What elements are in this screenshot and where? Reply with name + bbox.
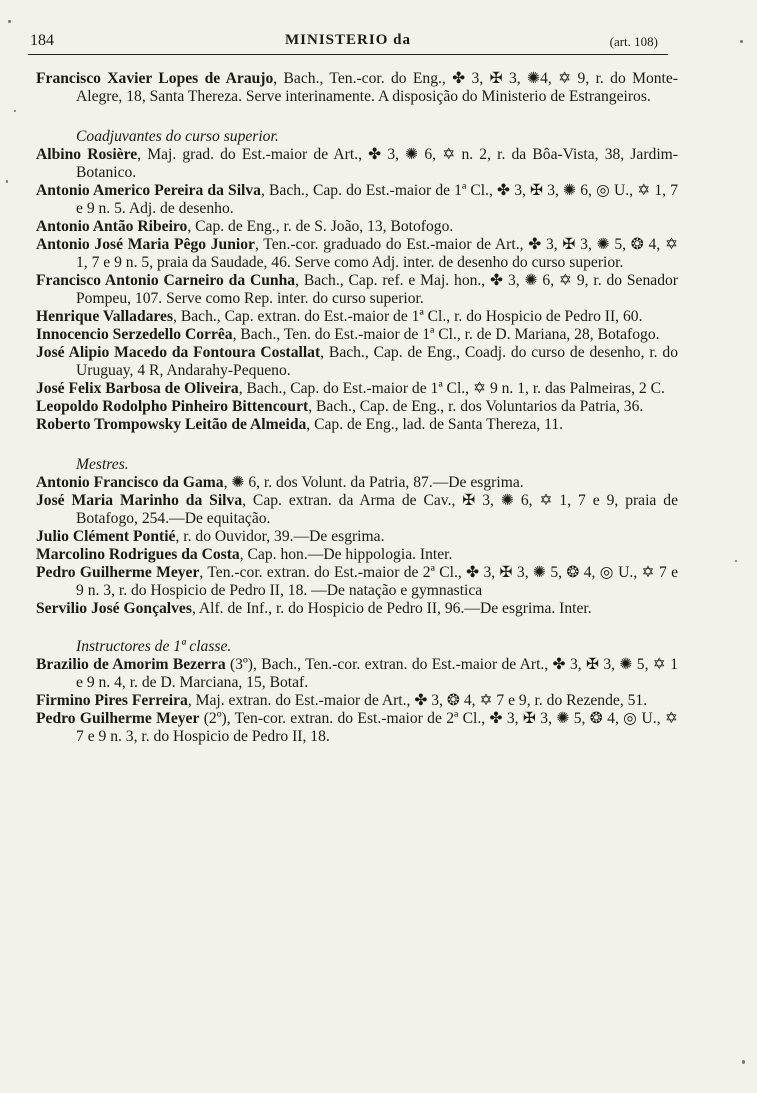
- entry-name: Antonio Francisco da Gama: [36, 474, 224, 491]
- scan-speck: [735, 560, 737, 562]
- scan-speck: [14, 110, 16, 112]
- entry-details: , Ten.-cor. graduado do Est.-maior de Art., ✤ 3, ✠ 3, ✺ 5, ❂ 4, ✡ 1, 7 e 9 n. 5, praia da Saudade, 46. Serve como Adj. inter. de desenho do curso superior.: [76, 236, 679, 271]
- directory-entry: [36, 380, 678, 398]
- page-number: 184: [30, 32, 54, 49]
- directory-entry: [36, 70, 678, 106]
- directory-entry: [36, 656, 678, 692]
- entry-name: Antonio Americo Pereira da Silva: [36, 182, 261, 199]
- entry-name: Leopoldo Rodolpho Pinheiro Bittencourt: [36, 398, 309, 415]
- directory-entry: [36, 692, 678, 710]
- entry-name: Servilio José Gonçalves: [36, 600, 192, 617]
- scan-speck: [742, 1060, 745, 1064]
- entry-details: , Bach., Cap. ref. e Maj. hon., ✤ 3, ✺ 6, ✡ 9, r. do Senador Pompeu, 107. Serve como Rep. inter. do curso superior.: [76, 272, 678, 307]
- entry-name: José Felix Barbosa de Oliveira: [36, 380, 239, 397]
- entry-details: , Ten.-cor. extran. do Est.-maior de 2ª Cl., ✤ 3, ✠ 3, ✺ 5, ❂ 4, ◎ U., ✡ 7 e 9 n. 3, r. do Hospicio de Pedro II, 18. —De natação e gymnastica: [76, 564, 679, 599]
- entry-details: , Bach., Cap. de Eng., r. dos Voluntarios da Patria, 36.: [308, 398, 644, 415]
- entry-name: José Maria Marinho da Silva: [36, 492, 243, 509]
- entry-details: , ✺ 6, r. dos Volunt. da Patria, 87.—De esgrima.: [223, 474, 524, 491]
- directory-entry: [36, 326, 678, 344]
- scan-speck: [6, 180, 8, 183]
- directory-entry: [36, 416, 678, 434]
- entry-name: Firmino Pires Ferreira: [36, 692, 188, 709]
- entry-name: Pedro Guilherme Meyer: [36, 564, 200, 581]
- entry-details: , Cap. extran. da Arma de Cav., ✠ 3, ✺ 6, ✡ 1, 7 e 9, praia de Botafogo, 254.—De equitação.: [76, 492, 678, 527]
- entry-name: Antonio José Maria Pêgo Junior: [36, 236, 255, 253]
- directory-entry: [36, 528, 678, 546]
- directory-entry: [36, 398, 678, 416]
- entry-details: , Bach., Ten. do Est.-maior de 1ª Cl., r. de D. Mariana, 28, Botafogo.: [232, 326, 660, 343]
- directory-entry: [36, 236, 678, 272]
- directory-entry: [36, 564, 678, 600]
- section-heading: Coadjuvantes do curso superior.: [76, 128, 279, 145]
- entry-name: Albino Rosière: [36, 146, 138, 163]
- directory-entry: [36, 146, 678, 182]
- entry-details: , Cap. de Eng., lad. de Santa Thereza, 11.: [306, 416, 564, 433]
- entry-details: , Bach., Cap. de Eng., Coadj. do curso de desenho, r. do Uruguay, 4 R, Andarahy-Pequeno.: [76, 344, 679, 379]
- directory-entry: [36, 308, 678, 326]
- entry-details: , Maj. extran. do Est.-maior de Art., ✤ 3, ❂ 4, ✡ 7 e 9, r. do Rezende, 51.: [187, 692, 648, 709]
- page-body: [36, 70, 678, 746]
- directory-entry: [36, 710, 678, 746]
- entry-name: Roberto Trompowsky Leitão de Almeida: [36, 416, 307, 433]
- entry-name: Innocencio Serzedello Corrêa: [36, 326, 233, 343]
- entry-details: (2º), Ten-cor. extran. do Est.-maior de 2ª Cl., ✤ 3, ✠ 3, ✺ 5, ❂ 4, ◎ U., ✡ 7 e 9 n. 3, r. do Hospicio de Pedro II, 18.: [76, 710, 678, 745]
- entry-details: , r. do Ouvidor, 39.—De esgrima.: [175, 528, 385, 545]
- entry-name: Brazilio de Amorim Bezerra: [36, 656, 226, 673]
- entry-details: , Cap. hon.—De hippologia. Inter.: [239, 546, 453, 563]
- scan-speck: [8, 20, 11, 23]
- entry-name: Francisco Antonio Carneiro da Cunha: [36, 272, 296, 289]
- entry-details: (3º), Bach., Ten.-cor. extran. do Est.-maior de Art., ✤ 3, ✠ 3, ✺ 5, ✡ 1 e 9 n. 4, r. de D. Marciana, 15, Botaf.: [76, 656, 678, 691]
- entry-details: , Maj. grad. do Est.-maior de Art., ✤ 3, ✺ 6, ✡ n. 2, r. da Bôa-Vista, 38, Jardim-Botanico.: [76, 146, 678, 181]
- directory-entry: [36, 600, 678, 618]
- entry-details: , Cap. de Eng., r. de S. João, 13, Botofogo.: [187, 218, 454, 235]
- entry-name: Pedro Guilherme Meyer: [36, 710, 200, 727]
- entry-name: Marcolino Rodrigues da Costa: [36, 546, 240, 563]
- entry-details: , Bach., Cap. do Est.-maior de 1ª Cl., ✤ 3, ✠ 3, ✺ 6, ◎ U., ✡ 1, 7 e 9 n. 5. Adj. de desenho.: [76, 182, 679, 217]
- directory-entry: [36, 272, 678, 308]
- directory-entry: [36, 474, 678, 492]
- entry-name: Julio Clément Pontié: [36, 528, 176, 545]
- scan-speck: [740, 40, 743, 43]
- article-reference: (art. 108): [609, 34, 658, 49]
- section-heading: Mestres.: [76, 456, 129, 473]
- running-title: MINISTERIO da: [285, 32, 411, 48]
- section-heading: Instructores de 1ª classe.: [76, 638, 232, 655]
- entry-name: Antonio Antão Ribeiro: [36, 218, 188, 235]
- directory-entry: [36, 218, 678, 236]
- directory-entry: [36, 182, 678, 218]
- entry-details: , Bach., Cap. extran. do Est.-maior de 1ª Cl., r. do Hospicio de Pedro II, 60.: [173, 308, 643, 325]
- entry-details: , Bach., Cap. do Est.-maior de 1ª Cl., ✡ 9 n. 1, r. das Palmeiras, 2 C.: [238, 380, 665, 397]
- entry-name: Henrique Valladares: [36, 308, 174, 325]
- entry-details: , Alf. de Inf., r. do Hospicio de Pedro II, 96.—De esgrima. Inter.: [191, 600, 592, 617]
- page-header: [28, 28, 668, 55]
- directory-entry: [36, 546, 678, 564]
- entry-name: Francisco Xavier Lopes de Araujo: [36, 70, 274, 87]
- directory-entry: [36, 344, 678, 380]
- directory-entry: [36, 492, 678, 528]
- entry-name: José Alipio Macedo da Fontoura Costallat: [36, 344, 321, 361]
- entry-details: , Bach., Ten.-cor. do Eng., ✤ 3, ✠ 3, ✺4, ✡ 9, r. do Monte-Alegre, 18, Santa Thereza. Serve interinamente. A disposição do Ministerio de Estrangeiros.: [76, 70, 678, 105]
